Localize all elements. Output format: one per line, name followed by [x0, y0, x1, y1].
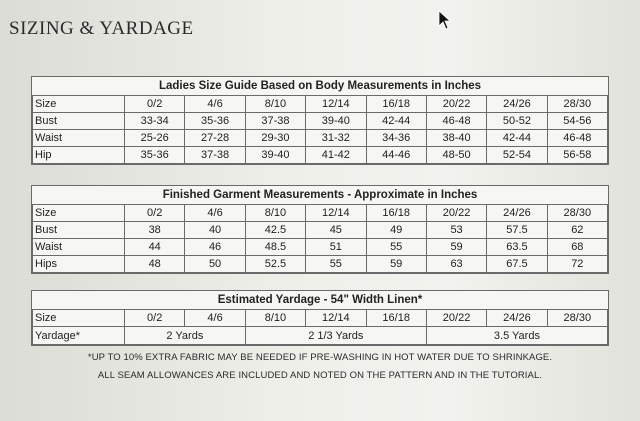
row-label: Waist — [33, 239, 125, 256]
table-row — [33, 256, 608, 273]
table-cell: 38-40 — [426, 130, 486, 147]
table-cell: 35-36 — [185, 113, 245, 130]
table-cell: 62 — [547, 222, 607, 239]
size-header: 20/22 — [426, 310, 486, 327]
table-cell: 29-30 — [245, 130, 305, 147]
table-cell: 42.5 — [245, 222, 305, 239]
yardage-table — [32, 309, 608, 345]
table-cell: 37-38 — [185, 147, 245, 164]
table-cell: 40 — [185, 222, 245, 239]
size-header-row — [33, 310, 608, 327]
size-header: 8/10 — [245, 96, 305, 113]
table-row — [33, 113, 608, 130]
size-header: 8/10 — [245, 310, 305, 327]
size-header: 20/22 — [426, 96, 486, 113]
table-cell: 53 — [426, 222, 486, 239]
size-header: 4/6 — [185, 205, 245, 222]
table-cell: 48 — [125, 256, 185, 273]
yardage-estimate — [31, 290, 609, 346]
table-row — [33, 130, 608, 147]
body-size-guide — [31, 76, 609, 165]
garment-measurements — [31, 185, 609, 274]
size-header: 24/26 — [487, 96, 547, 113]
table-cell: 46 — [185, 239, 245, 256]
table-cell: 52.5 — [245, 256, 305, 273]
yardage-value: 3.5 Yards — [426, 327, 607, 345]
size-header: 12/14 — [306, 310, 366, 327]
table-cell: 46-48 — [547, 130, 607, 147]
size-label: Size — [33, 96, 125, 113]
size-header: 28/30 — [547, 205, 607, 222]
table-cell: 59 — [426, 239, 486, 256]
table-cell: 59 — [366, 256, 426, 273]
size-header: 24/26 — [487, 310, 547, 327]
row-label: Hip — [33, 147, 125, 164]
table-cell: 33-34 — [125, 113, 185, 130]
table-cell: 68 — [547, 239, 607, 256]
table-cell: 37-38 — [245, 113, 305, 130]
table-row — [33, 222, 608, 239]
table-cell: 39-40 — [306, 113, 366, 130]
yardage-value: 2 1/3 Yards — [245, 327, 426, 345]
table-row — [33, 147, 608, 164]
size-label: Size — [33, 205, 125, 222]
seam-allowance-note: ALL SEAM ALLOWANCES ARE INCLUDED AND NOTED ON THE PATTERN AND IN THE TUTORIAL. — [97, 370, 543, 381]
body-measurements-table — [32, 95, 608, 164]
garment-table-title: Finished Garment Measurements - Approximate in Inches — [162, 189, 478, 201]
table-cell: 44-46 — [366, 147, 426, 164]
size-header: 12/14 — [306, 96, 366, 113]
table-cell: 50-52 — [487, 113, 547, 130]
size-header: 0/2 — [125, 96, 185, 113]
table-cell: 72 — [547, 256, 607, 273]
table-cell: 41-42 — [306, 147, 366, 164]
table-cell: 31-32 — [306, 130, 366, 147]
size-header: 20/22 — [426, 205, 486, 222]
size-header: 24/26 — [487, 205, 547, 222]
size-header: 16/18 — [366, 310, 426, 327]
shrinkage-note: *UP TO 10% EXTRA FABRIC MAY BE NEEDED IF PRE-WASHING IN HOT WATER DUE TO SHRINKAGE. — [87, 352, 553, 363]
size-header: 4/6 — [185, 310, 245, 327]
yardage-value: 2 Yards — [125, 327, 246, 345]
size-label: Size — [33, 310, 125, 327]
table-cell: 57.5 — [487, 222, 547, 239]
table-cell: 48-50 — [426, 147, 486, 164]
row-label: Yardage* — [33, 327, 125, 345]
table-cell: 48.5 — [245, 239, 305, 256]
size-header: 8/10 — [245, 205, 305, 222]
table-cell: 56-58 — [547, 147, 607, 164]
table-cell: 45 — [306, 222, 366, 239]
table-cell: 38 — [125, 222, 185, 239]
size-header-row — [33, 205, 608, 222]
size-header: 12/14 — [306, 205, 366, 222]
table-cell: 35-36 — [125, 147, 185, 164]
page-title: SIZING & YARDAGE — [9, 18, 194, 39]
size-header: 28/30 — [547, 310, 607, 327]
size-header: 28/30 — [547, 96, 607, 113]
table-cell: 44 — [125, 239, 185, 256]
table-cell: 67.5 — [487, 256, 547, 273]
table-cell: 42-44 — [366, 113, 426, 130]
row-label: Waist — [33, 130, 125, 147]
table-cell: 27-28 — [185, 130, 245, 147]
size-header-row — [33, 96, 608, 113]
mouse-cursor-icon — [438, 10, 452, 30]
table-cell: 25-26 — [125, 130, 185, 147]
table-cell: 55 — [366, 239, 426, 256]
size-header: 16/18 — [366, 96, 426, 113]
row-label: Bust — [33, 222, 125, 239]
table-cell: 52-54 — [487, 147, 547, 164]
size-header: 0/2 — [125, 205, 185, 222]
table-cell: 50 — [185, 256, 245, 273]
row-label: Hips — [33, 256, 125, 273]
table-cell: 39-40 — [245, 147, 305, 164]
table-row — [33, 239, 608, 256]
size-header: 4/6 — [185, 96, 245, 113]
size-header: 0/2 — [125, 310, 185, 327]
table-cell: 54-56 — [547, 113, 607, 130]
table-cell: 34-36 — [366, 130, 426, 147]
yardage-table-title: Estimated Yardage - 54" Width Linen* — [217, 294, 423, 306]
table-cell: 42-44 — [487, 130, 547, 147]
size-header: 16/18 — [366, 205, 426, 222]
table-row — [33, 327, 608, 345]
garment-measurements-table — [32, 204, 608, 273]
table-cell: 63 — [426, 256, 486, 273]
table-cell: 51 — [306, 239, 366, 256]
table-cell: 55 — [306, 256, 366, 273]
table-cell: 46-48 — [426, 113, 486, 130]
row-label: Bust — [33, 113, 125, 130]
table-cell: 63.5 — [487, 239, 547, 256]
body-table-title: Ladies Size Guide Based on Body Measurements in Inches — [158, 80, 482, 92]
table-cell: 49 — [366, 222, 426, 239]
